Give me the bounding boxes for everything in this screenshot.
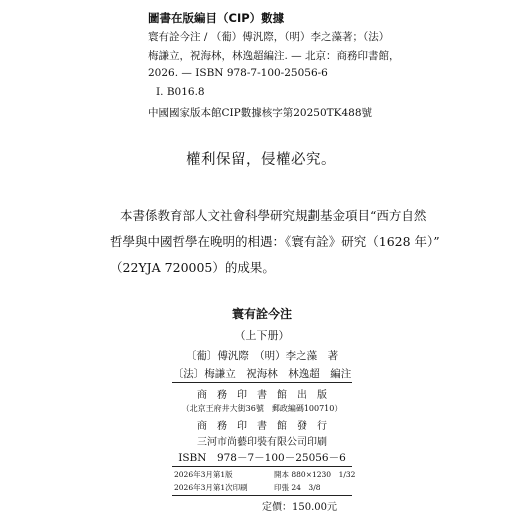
cip-line-classification: Ⅰ. B016.8 — [156, 86, 205, 98]
colophon-printer: 三河市尚藝印裝有限公司印刷 — [197, 437, 327, 448]
colophon-author-editors: 〔法〕梅謙立 祝海林 林逸超 編注 — [172, 368, 352, 380]
colophon-distributor: 商 務 印 書 館 發 行 — [197, 421, 327, 432]
colophon-divider-price — [172, 495, 352, 496]
colophon-author-original: 〔葡〕傅汎際 （明）李之藻 著 — [185, 350, 339, 362]
cip-line-record-number: 中國國家版本館CIP數據核字第20250TK488號 — [148, 107, 373, 119]
cip-line-isbn: 2026. — ISBN 978-7-100-25056-6 — [148, 67, 328, 79]
rights-notice: 權利保留，侵權必究。 — [186, 152, 336, 168]
colophon-divider-bottom — [172, 466, 352, 467]
cip-line-editors: 梅謙立，祝海林，林逸超編注. — 北京：商務印書館， — [148, 50, 400, 62]
cip-heading: 圖書在版編目（CIP）數據 — [148, 11, 285, 25]
colophon-divider-top — [172, 382, 352, 383]
grant-line-3: （22YJA 720005）的成果。 — [110, 260, 275, 275]
colophon-sheets: 印張 24 3/8 — [274, 483, 321, 492]
colophon-isbn: ISBN 978－7－100－25056－6 — [178, 452, 346, 464]
colophon-printing: 2026年3月第1次印刷 — [174, 483, 248, 492]
grant-line-2: 哲學與中國哲學在晚明的相遇：《寰有詮》研究（1628 年）” — [110, 234, 440, 249]
colophon-format: 開本 880×1230 1/32 — [274, 470, 356, 479]
colophon-publisher: 商 務 印 書 館 出 版 — [197, 390, 327, 401]
colophon-price: 定價：150.00元 — [262, 502, 337, 513]
colophon-title: 寰有詮今注 — [231, 307, 293, 321]
colophon-edition: 2026年3月第1版 — [174, 470, 233, 479]
cip-line-title: 寰有詮今注 / （葡）傅汎際，（明）李之藻著；（法） — [148, 31, 390, 43]
colophon-address: （北京王府井大街36號 郵政編碼100710） — [181, 404, 343, 413]
grant-line-1: 本書係教育部人文社會科學研究規劃基金項目“西方自然 — [120, 208, 427, 223]
colophon-volume: （上下册） — [234, 329, 290, 342]
